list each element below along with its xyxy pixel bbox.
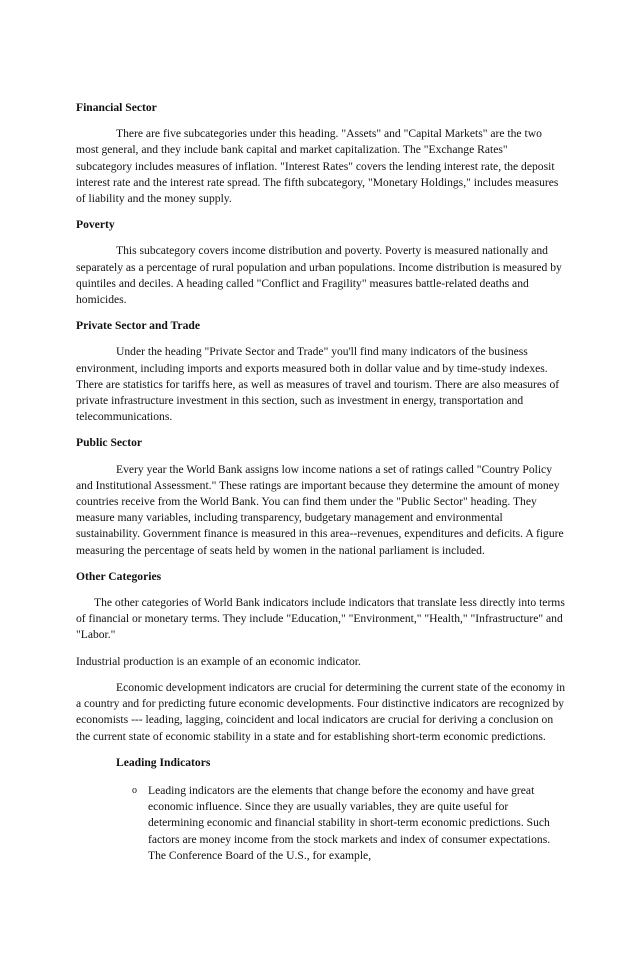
leading-indicators-heading: Leading Indicators xyxy=(116,755,211,769)
section-paragraph-poverty: This subcategory covers income distribution and poverty. Poverty is measured nationally and separately as a percentage of rural population and urban populations. Income distribution is measured by quintiles and deciles. A heading called "Conflict and Fragility" measures battle-related deaths and homicides. xyxy=(76,244,562,307)
section-heading-financial-sector: Financial Sector xyxy=(76,101,157,114)
industrial-production-line: Industrial production is an example of an economic indicator. xyxy=(76,654,361,668)
section-heading-private-sector-and-trade: Private Sector and Trade xyxy=(76,319,200,333)
section-heading-other-categories: Other Categories xyxy=(76,569,162,583)
section-paragraph-other-categories: The other categories of World Bank indicators include indicators that translate less directly into terms of financial or monetary terms. They include "Education," "Environment," "Health," "Infrastructure" and "Labor." xyxy=(76,596,565,642)
section-heading-poverty: Poverty xyxy=(76,218,115,232)
section-heading-public-sector: Public Sector xyxy=(76,436,143,450)
leading-indicators-list xyxy=(76,783,566,864)
list-item xyxy=(132,783,566,864)
section-paragraph-private-sector-and-trade: Under the heading "Private Sector and Trade" you'll find many indicators of the business environment, including imports and exports measured both in dollar value and by time-study indexes. There are statistics for tariffs here, as well as measures of travel and tourism. There are also measures of private infrastructure investment in this section, such as investment in energy, transportation and telecommunications. xyxy=(76,345,560,424)
bullet-marker-icon: o xyxy=(132,784,137,796)
section-paragraph-financial-sector: There are five subcategories under this heading. "Assets" and "Capital Markets" are the two most general, and they include bank capital and market capitalization. The "Exchange Rates" subcategory includes measures of inflation. "Interest Rates" covers the lending interest rate, the deposit interest rate and the interest rate spread. The fifth subcategory, "Monetary Holdings," includes measures of liability and the money supply. xyxy=(76,127,559,206)
document-page xyxy=(76,100,566,864)
leading-indicators-bullet-text: Leading indicators are the elements that change before the economy and have great economic influence. Since they are usually variables, they are quite useful for determining economic and financial stability in short-term economic predictions. Such factors are money income from the stock markets and index of consumer expectations. The Conference Board of the U.S., for example, xyxy=(148,783,551,862)
section-paragraph-public-sector: Every year the World Bank assigns low income nations a set of ratings called "Country Policy and Institutional Assessment." These ratings are important because they determine the amount of money countries receive from the World Bank. You can find them under the "Public Sector" heading. They measure many variables, including transparency, budgetary management and environmental sustainability. Government finance is measured in this area--revenues, expenditures and deficits. A figure measuring the percentage of seats held by women in the national parliament is included. xyxy=(76,462,564,557)
economic-indicators-paragraph: Economic development indicators are crucial for determining the current state of the economy in a country and for predicting future economic developments. Four distinctive indicators are recognized by economists --- leading, lagging, coincident and local indicators are crucial for deriving a conclusion on the current state of economic stability in a state and for establishing short-term economic predictions. xyxy=(76,680,566,743)
